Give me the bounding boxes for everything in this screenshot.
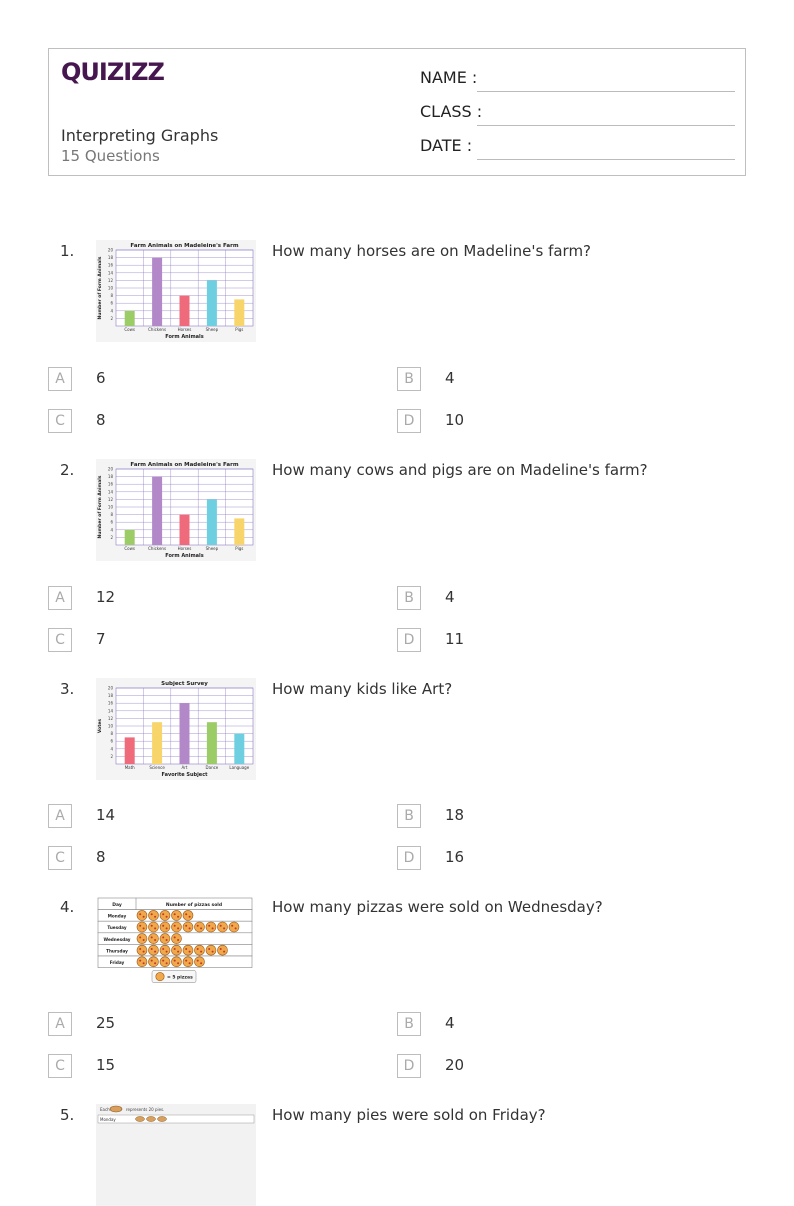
- y-tick-label: 6: [110, 738, 113, 744]
- logo-text: QUIZIZZ: [61, 58, 164, 86]
- chart-title: Farm Animals on Madeleine's Farm: [130, 462, 239, 468]
- y-tick-label: 2: [110, 315, 113, 321]
- class-label: CLASS :: [420, 102, 483, 121]
- row-day: Monday: [107, 913, 127, 919]
- pizza-icon: [229, 922, 239, 932]
- pepperoni: [220, 948, 222, 950]
- bar: [125, 737, 135, 764]
- question-count: 15 Questions: [61, 147, 160, 165]
- pepperoni: [151, 960, 153, 962]
- pepperoni: [154, 939, 156, 941]
- y-tick-label: 20: [107, 247, 113, 253]
- pepperoni: [189, 951, 191, 953]
- x-tick-label: Chickens: [148, 546, 167, 551]
- date-label: DATE :: [420, 136, 473, 155]
- pizza-icon: [137, 957, 147, 967]
- pizza-icon: [137, 910, 147, 920]
- pepperoni: [177, 962, 179, 964]
- question-5: [0, 1104, 794, 1123]
- option-c[interactable]: [48, 1054, 348, 1078]
- pepperoni: [177, 916, 179, 918]
- pie-icon: [147, 1117, 156, 1122]
- pepperoni: [143, 916, 145, 918]
- pizza-icon: [160, 957, 170, 967]
- pepperoni: [189, 962, 191, 964]
- pepperoni: [154, 916, 156, 918]
- option-value: 4: [445, 369, 455, 387]
- bar: [125, 530, 135, 545]
- option-a[interactable]: [48, 367, 348, 391]
- option-letter: D: [397, 409, 421, 433]
- y-tick-label: 20: [107, 466, 113, 472]
- question-image: [96, 678, 256, 780]
- question-text: How many cows and pigs are on Madeline's farm?: [272, 461, 648, 479]
- pepperoni: [235, 927, 237, 929]
- pizza-icon: [137, 934, 147, 944]
- chart-title: Farm Animals on Madeleine's Farm: [130, 243, 239, 249]
- option-value: 20: [445, 1056, 465, 1074]
- y-tick-label: 14: [107, 270, 113, 276]
- pepperoni: [208, 948, 210, 950]
- pizza-icon: [172, 934, 182, 944]
- pepperoni: [143, 962, 145, 964]
- pizza-icon: [149, 945, 159, 955]
- bar: [207, 499, 217, 545]
- y-axis-label: Number of Form Animals: [98, 475, 103, 539]
- pizza-icon: [195, 945, 205, 955]
- option-letter: B: [397, 367, 421, 391]
- y-tick-label: 10: [107, 285, 113, 291]
- pepperoni: [166, 916, 168, 918]
- option-value: 10: [445, 411, 465, 429]
- x-axis-label: Form Animals: [165, 553, 204, 559]
- pepperoni: [185, 925, 187, 927]
- quizizz-logo: [61, 58, 164, 91]
- pizza-icon: [149, 922, 159, 932]
- pepperoni: [162, 936, 164, 938]
- x-axis-label: Favorite Subject: [161, 772, 208, 778]
- option-letter: B: [397, 804, 421, 828]
- x-tick-label: Sheep: [205, 327, 219, 332]
- pepperoni: [151, 913, 153, 915]
- option-letter: D: [397, 628, 421, 652]
- y-tick-label: 18: [107, 693, 113, 699]
- pepperoni: [166, 939, 168, 941]
- pie-icon: [136, 1117, 145, 1122]
- pizza-icon: [156, 972, 164, 980]
- pepperoni: [174, 936, 176, 938]
- pepperoni: [151, 948, 153, 950]
- y-tick-label: 2: [110, 753, 113, 759]
- bar: [234, 299, 244, 326]
- class-field[interactable]: [420, 102, 735, 126]
- pizza-icon: [206, 945, 216, 955]
- bar: [125, 311, 135, 326]
- pepperoni: [162, 960, 164, 962]
- y-tick-label: 16: [107, 262, 113, 268]
- key-text: represents 20 pies.: [126, 1107, 165, 1112]
- option-d[interactable]: [397, 628, 697, 652]
- question-text: How many kids like Art?: [272, 680, 453, 698]
- question-image: [96, 459, 256, 561]
- question-1: [0, 240, 794, 450]
- pizza-icon: [218, 922, 228, 932]
- row-day: Thursday: [106, 948, 128, 954]
- y-tick-label: 18: [107, 255, 113, 261]
- bar-chart: [96, 240, 256, 342]
- x-tick-label: Chickens: [148, 327, 167, 332]
- option-value: 12: [96, 588, 116, 606]
- y-axis-label: Votes: [98, 718, 103, 734]
- option-d[interactable]: [397, 846, 697, 870]
- question-text: How many pies were sold on Friday?: [272, 1106, 546, 1124]
- row-day: Friday: [109, 960, 125, 965]
- pie-pictograph: [96, 1104, 256, 1123]
- pepperoni: [151, 925, 153, 927]
- y-tick-label: 6: [110, 519, 113, 525]
- row-day: Tuesday: [107, 925, 127, 931]
- option-value: 18: [445, 806, 465, 824]
- pepperoni: [143, 951, 145, 953]
- pepperoni: [151, 936, 153, 938]
- bar: [234, 734, 244, 764]
- pepperoni: [200, 927, 202, 929]
- pepperoni: [208, 925, 210, 927]
- option-c[interactable]: [48, 628, 348, 652]
- worksheet-header: [48, 48, 746, 176]
- pizza-icon: [160, 945, 170, 955]
- legend-text: = 5 pizzas: [167, 975, 193, 981]
- x-tick-label: Cows: [124, 546, 136, 551]
- pizza-icon: [149, 934, 159, 944]
- question-number: 5.: [60, 1106, 75, 1124]
- pepperoni: [154, 962, 156, 964]
- pepperoni: [197, 948, 199, 950]
- pizza-icon: [160, 934, 170, 944]
- x-tick-label: Math: [124, 765, 135, 770]
- pizza-icon: [195, 922, 205, 932]
- y-tick-label: 12: [107, 715, 113, 721]
- option-value: 8: [96, 411, 106, 429]
- x-axis-label: Form Animals: [165, 334, 204, 340]
- bar: [207, 722, 217, 764]
- y-tick-label: 16: [107, 700, 113, 706]
- pepperoni: [162, 948, 164, 950]
- option-value: 4: [445, 588, 455, 606]
- option-b[interactable]: [397, 586, 697, 610]
- bar: [180, 296, 190, 326]
- name-line[interactable]: [477, 91, 735, 92]
- option-c[interactable]: [48, 409, 348, 433]
- pepperoni: [166, 951, 168, 953]
- pepperoni: [139, 936, 141, 938]
- y-tick-label: 16: [107, 481, 113, 487]
- bar-chart: [96, 678, 256, 780]
- option-c[interactable]: [48, 846, 348, 870]
- option-letter: C: [48, 409, 72, 433]
- y-tick-label: 14: [107, 489, 113, 495]
- option-letter: C: [48, 1054, 72, 1078]
- x-tick-label: Dance: [205, 765, 219, 770]
- bar: [152, 477, 162, 545]
- pizza-icon: [172, 945, 182, 955]
- y-axis-label: Number of Form Animals: [98, 256, 103, 320]
- pizza-icon: [137, 945, 147, 955]
- question-number: 3.: [60, 680, 75, 698]
- option-letter: D: [397, 1054, 421, 1078]
- pizza-icon: [172, 957, 182, 967]
- question-text: How many horses are on Madeline's farm?: [272, 242, 592, 260]
- pepperoni: [154, 927, 156, 929]
- option-value: 4: [445, 1014, 455, 1032]
- y-tick-label: 4: [110, 746, 113, 752]
- pepperoni: [231, 925, 233, 927]
- bar: [152, 722, 162, 764]
- pie-icon: [158, 1117, 167, 1122]
- pepperoni: [212, 951, 214, 953]
- option-value: 16: [445, 848, 465, 866]
- x-tick-label: Language: [229, 765, 250, 770]
- bar: [234, 518, 244, 545]
- option-b[interactable]: [397, 367, 697, 391]
- pepperoni: [212, 927, 214, 929]
- option-value: 8: [96, 848, 106, 866]
- question-number: 1.: [60, 242, 75, 260]
- bar: [207, 280, 217, 326]
- x-tick-label: Cows: [124, 327, 136, 332]
- option-value: 14: [96, 806, 116, 824]
- y-tick-label: 4: [110, 527, 113, 533]
- option-letter: A: [48, 1012, 72, 1036]
- pepperoni: [220, 925, 222, 927]
- pizza-icon: [149, 957, 159, 967]
- pizza-icon: [183, 957, 193, 967]
- row-day: Wednesday: [103, 936, 131, 942]
- pizza-icon: [172, 922, 182, 932]
- pepperoni: [197, 925, 199, 927]
- pepperoni: [200, 951, 202, 953]
- pepperoni: [223, 951, 225, 953]
- pepperoni: [174, 913, 176, 915]
- date-line[interactable]: [477, 159, 735, 160]
- question-image: [96, 1104, 256, 1206]
- pepperoni: [200, 962, 202, 964]
- y-tick-label: 8: [110, 731, 113, 737]
- pepperoni: [189, 916, 191, 918]
- pepperoni: [154, 951, 156, 953]
- option-a[interactable]: [48, 586, 348, 610]
- y-tick-label: 18: [107, 474, 113, 480]
- pizza-icon: [206, 922, 216, 932]
- option-letter: B: [397, 1012, 421, 1036]
- option-b[interactable]: [397, 804, 697, 828]
- question-4: [0, 896, 794, 1106]
- option-b[interactable]: [397, 1012, 697, 1036]
- option-value: 7: [96, 630, 106, 648]
- question-number: 4.: [60, 898, 75, 916]
- y-tick-label: 8: [110, 293, 113, 299]
- worksheet-title: Interpreting Graphs: [61, 126, 219, 145]
- pizza-icon: [195, 957, 205, 967]
- pizza-icon: [183, 922, 193, 932]
- pie-row: [136, 1117, 167, 1122]
- y-tick-label: 14: [107, 708, 113, 714]
- x-tick-label: Art: [181, 765, 188, 770]
- option-value: 15: [96, 1056, 116, 1074]
- question-text: How many pizzas were sold on Wednesday?: [272, 898, 603, 916]
- option-d[interactable]: [397, 409, 697, 433]
- y-tick-label: 4: [110, 308, 113, 314]
- pizza-icon: [137, 922, 147, 932]
- pepperoni: [174, 948, 176, 950]
- x-tick-label: Pigs: [235, 327, 244, 332]
- option-letter: C: [48, 846, 72, 870]
- x-tick-label: Horses: [177, 546, 192, 551]
- x-tick-label: Science: [149, 765, 165, 770]
- pepperoni: [223, 927, 225, 929]
- pepperoni: [166, 962, 168, 964]
- y-tick-label: 6: [110, 300, 113, 306]
- bar: [180, 515, 190, 545]
- pepperoni: [177, 939, 179, 941]
- pepperoni: [166, 927, 168, 929]
- pepperoni: [143, 927, 145, 929]
- x-tick-label: Sheep: [205, 546, 219, 551]
- bar-chart: [96, 459, 256, 561]
- option-letter: A: [48, 804, 72, 828]
- question-number: 2.: [60, 461, 75, 479]
- y-tick-label: 12: [107, 277, 113, 283]
- pizza-icon: [160, 910, 170, 920]
- pepperoni: [139, 925, 141, 927]
- pizza-icon: [183, 910, 193, 920]
- option-value: 11: [445, 630, 465, 648]
- question-3: [0, 678, 794, 888]
- pepperoni: [162, 925, 164, 927]
- table-row: [98, 1115, 254, 1123]
- option-letter: C: [48, 628, 72, 652]
- pepperoni: [139, 913, 141, 915]
- y-tick-label: 10: [107, 723, 113, 729]
- question-2: [0, 459, 794, 669]
- pepperoni: [185, 913, 187, 915]
- option-letter: B: [397, 586, 421, 610]
- pepperoni: [177, 927, 179, 929]
- pie-icon: [110, 1106, 122, 1112]
- question-image: [96, 240, 256, 342]
- key-prefix: Each: [100, 1107, 110, 1112]
- pepperoni: [162, 913, 164, 915]
- option-value: 6: [96, 369, 106, 387]
- option-a[interactable]: [48, 804, 348, 828]
- pepperoni: [139, 960, 141, 962]
- pepperoni: [189, 927, 191, 929]
- pepperoni: [174, 960, 176, 962]
- name-label: NAME :: [420, 68, 478, 87]
- y-tick-label: 2: [110, 534, 113, 540]
- pepperoni: [177, 951, 179, 953]
- pepperoni: [185, 948, 187, 950]
- pizza-icon: [218, 945, 228, 955]
- pepperoni: [197, 960, 199, 962]
- option-letter: A: [48, 586, 72, 610]
- pizza-icon: [172, 910, 182, 920]
- bar: [152, 258, 162, 326]
- row-day: Monday: [100, 1117, 116, 1122]
- date-field[interactable]: [420, 136, 735, 160]
- pizza-pictograph: [96, 896, 256, 998]
- option-d[interactable]: [397, 1054, 697, 1078]
- pizza-icon: [183, 945, 193, 955]
- pepperoni: [174, 925, 176, 927]
- option-value: 25: [96, 1014, 116, 1032]
- y-tick-label: 20: [107, 685, 113, 691]
- y-tick-label: 12: [107, 496, 113, 502]
- name-field[interactable]: [420, 68, 735, 92]
- pizza-icon: [149, 910, 159, 920]
- chart-title: Subject Survey: [161, 681, 208, 687]
- pizza-icon: [160, 922, 170, 932]
- header-day: Day: [112, 903, 122, 908]
- class-line[interactable]: [477, 125, 735, 126]
- header-count: Number of pizzas sold: [165, 903, 223, 908]
- x-tick-label: Pigs: [235, 546, 244, 551]
- pepperoni: [185, 960, 187, 962]
- option-a[interactable]: [48, 1012, 348, 1036]
- question-image: [96, 896, 256, 998]
- y-tick-label: 8: [110, 512, 113, 518]
- bar: [180, 703, 190, 764]
- option-letter: A: [48, 367, 72, 391]
- pepperoni: [139, 948, 141, 950]
- y-tick-label: 10: [107, 504, 113, 510]
- quizizz-logo-mark: [61, 58, 164, 86]
- x-tick-label: Horses: [177, 327, 192, 332]
- pepperoni: [143, 939, 145, 941]
- option-letter: D: [397, 846, 421, 870]
